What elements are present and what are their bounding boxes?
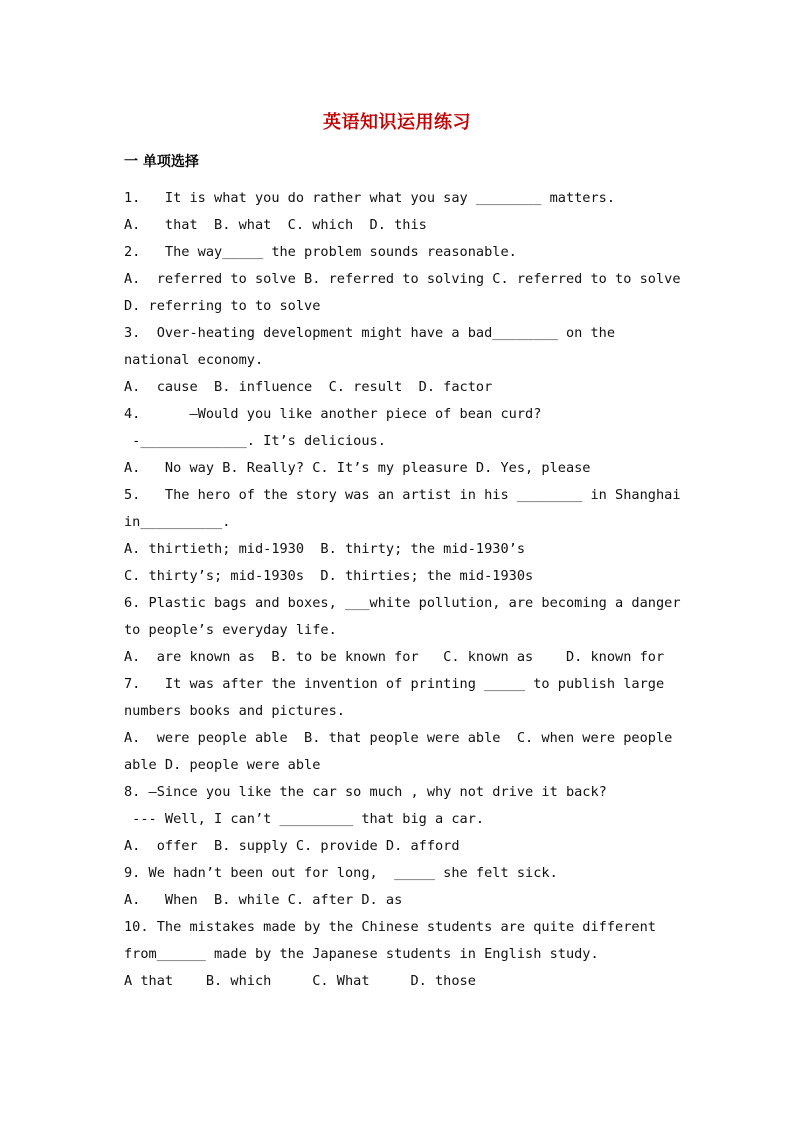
question-4-options: A. No way B. Really? C. It’s my pleasure D. Yes, please bbox=[124, 460, 591, 476]
question-6-stem-cont: to people’s everyday life. bbox=[124, 622, 337, 638]
question-10-options: A that B. which C. What D. those bbox=[124, 973, 476, 989]
question-3-options: A. cause B. influence C. result D. factor bbox=[124, 379, 493, 395]
question-2-stem: 2. The way_____ the problem sounds reasonable. bbox=[124, 244, 517, 260]
document-title: 英语知识运用练习 bbox=[323, 112, 471, 133]
question-list bbox=[124, 185, 684, 995]
question-3-stem-cont: national economy. bbox=[124, 352, 264, 368]
section-heading: 一 单项选择 bbox=[124, 154, 199, 170]
question-8-stem-cont: --- Well, I can’t _________ that big a car. bbox=[124, 811, 485, 827]
question-3-stem: 3. Over-heating development might have a bad________ on the bbox=[124, 325, 616, 341]
question-8-stem: 8. —Since you like the car so much , why not drive it back? bbox=[124, 784, 607, 800]
question-5-stem-cont: in__________. bbox=[124, 514, 231, 530]
question-9-stem: 9. We hadn’t been out for long, _____ she felt sick. bbox=[124, 865, 558, 881]
question-5-options-cont: C. thirty’s; mid-1930s D. thirties; the mid-1930s bbox=[124, 568, 534, 584]
question-2-options-cont: D. referring to to solve bbox=[124, 298, 321, 314]
question-1-stem: 1. It is what you do rather what you say ________ matters. bbox=[124, 190, 616, 206]
question-7-stem-cont: numbers books and pictures. bbox=[124, 703, 345, 719]
question-7-options: A. were people able B. that people were able C. when were people bbox=[124, 730, 673, 746]
question-2-options: A. referred to solve B. referred to solving C. referred to to solve bbox=[124, 271, 681, 287]
question-10-stem-cont: from______ made by the Japanese students in English study. bbox=[124, 946, 599, 962]
question-10-stem: 10. The mistakes made by the Chinese students are quite different bbox=[124, 919, 656, 935]
question-6-stem: 6. Plastic bags and boxes, ___white pollution, are becoming a danger bbox=[124, 595, 681, 611]
question-5-options: A. thirtieth; mid-1930 B. thirty; the mid-1930’s bbox=[124, 541, 526, 557]
question-1-options: A. that B. what C. which D. this bbox=[124, 217, 427, 233]
question-4-stem: 4. –Would you like another piece of bean curd? bbox=[124, 406, 542, 422]
question-8-options: A. offer B. supply C. provide D. afford bbox=[124, 838, 460, 854]
question-7-stem: 7. It was after the invention of printing _____ to publish large bbox=[124, 676, 665, 692]
question-6-options: A. are known as B. to be known for C. known as D. known for bbox=[124, 649, 665, 665]
question-4-stem-cont: -_____________. It’s delicious. bbox=[124, 433, 386, 449]
question-5-stem: 5. The hero of the story was an artist in his ________ in Shanghai bbox=[124, 487, 681, 503]
question-9-options: A. When B. while C. after D. as bbox=[124, 892, 403, 908]
question-7-options-cont: able D. people were able bbox=[124, 757, 321, 773]
